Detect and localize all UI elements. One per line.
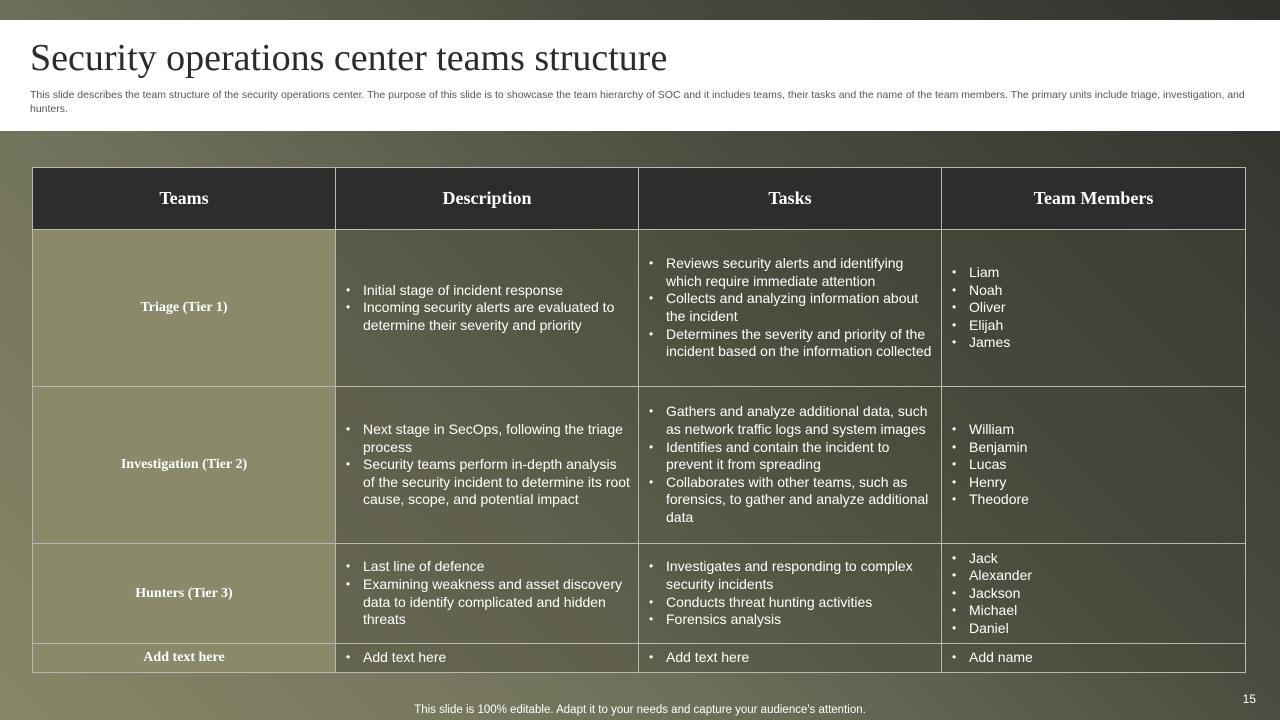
- list-item: • Forensics analysis: [666, 611, 933, 629]
- list-item: • Initial stage of incident response: [363, 282, 630, 300]
- list-item: • Next stage in SecOps, following the triage process: [363, 421, 630, 456]
- team-name: Hunters (Tier 3): [33, 544, 336, 644]
- header-description: Description: [336, 168, 639, 230]
- list-item: • Collects and analyzing information about the incident: [666, 290, 933, 325]
- tasks-cell: [639, 230, 942, 387]
- slide-subtitle: This slide describes the team structure of the security operations center. The purpose of this slide is to showcase the team hierarchy of SOC and it includes teams, their tasks and the name of the team members. The primary units include triage, investigation, and hunters.: [30, 89, 1245, 115]
- list-item: • Security teams perform in-depth analysis of the security incident to determine its root cause, scope, and potential impact: [363, 456, 630, 509]
- description-cell: [336, 230, 639, 387]
- header-teams: Teams: [33, 168, 336, 230]
- list-item: • Last line of defence: [363, 558, 630, 576]
- footer-note: This slide is 100% editable. Adapt it to your needs and capture your audience's attention.: [414, 704, 866, 716]
- list-item: • Michael: [969, 602, 1237, 620]
- list-item: • Add text here: [666, 649, 933, 667]
- team-name: Triage (Tier 1): [33, 230, 336, 387]
- list-item: • Jackson: [969, 585, 1237, 603]
- team-name: Investigation (Tier 2): [33, 387, 336, 544]
- table-row: [33, 230, 1246, 387]
- list-item: • Alexander: [969, 567, 1237, 585]
- list-item: • Investigates and responding to complex security incidents: [666, 558, 933, 593]
- list-item: • Oliver: [969, 299, 1237, 317]
- description-cell: [336, 387, 639, 544]
- list-item: • Incoming security alerts are evaluated to determine their severity and priority: [363, 299, 630, 334]
- list-item: • Conducts threat hunting activities: [666, 594, 933, 612]
- tasks-cell: [639, 544, 942, 644]
- page-number: 15: [1242, 692, 1256, 706]
- members-cell: [942, 230, 1246, 387]
- members-cell: [942, 387, 1246, 544]
- list-item: • Reviews security alerts and identifying which require immediate attention: [666, 255, 933, 290]
- tasks-cell: [639, 387, 942, 544]
- description-cell: [336, 544, 639, 644]
- slide-title: Security operations center teams structure: [30, 37, 668, 79]
- list-item: • Examining weakness and asset discovery data to identify complicated and hidden threats: [363, 576, 630, 629]
- list-item: • Theodore: [969, 491, 1237, 509]
- list-item: • Add text here: [363, 649, 630, 667]
- list-item: • Jack: [969, 550, 1237, 568]
- list-item: • Collaborates with other teams, such as forensics, to gather and analyze additional data: [666, 474, 933, 527]
- list-item: • Henry: [969, 474, 1237, 492]
- table-row: [33, 387, 1246, 544]
- list-item: • Liam: [969, 264, 1237, 282]
- soc-teams-table: [32, 167, 1246, 673]
- members-cell: [942, 544, 1246, 644]
- list-item: • Elijah: [969, 317, 1237, 335]
- list-item: • James: [969, 334, 1237, 352]
- list-item: • Add name: [969, 649, 1237, 667]
- list-item: • Identifies and contain the incident to prevent it from spreading: [666, 439, 933, 474]
- description-cell: [336, 644, 639, 673]
- list-item: • Lucas: [969, 456, 1237, 474]
- title-banner: [0, 20, 1280, 131]
- list-item: • Gathers and analyze additional data, such as network traffic logs and system images: [666, 403, 933, 438]
- table-row: [33, 644, 1246, 673]
- team-name: Add text here: [33, 644, 336, 673]
- table-header-row: [33, 168, 1246, 230]
- members-cell: [942, 644, 1246, 673]
- list-item: • Daniel: [969, 620, 1237, 638]
- list-item: • Determines the severity and priority of the incident based on the information collected: [666, 326, 933, 361]
- tasks-cell: [639, 644, 942, 673]
- header-team-members: Team Members: [942, 168, 1246, 230]
- list-item: • William: [969, 421, 1237, 439]
- list-item: • Benjamin: [969, 439, 1237, 457]
- list-item: • Noah: [969, 282, 1237, 300]
- header-tasks: Tasks: [639, 168, 942, 230]
- table-row: [33, 544, 1246, 644]
